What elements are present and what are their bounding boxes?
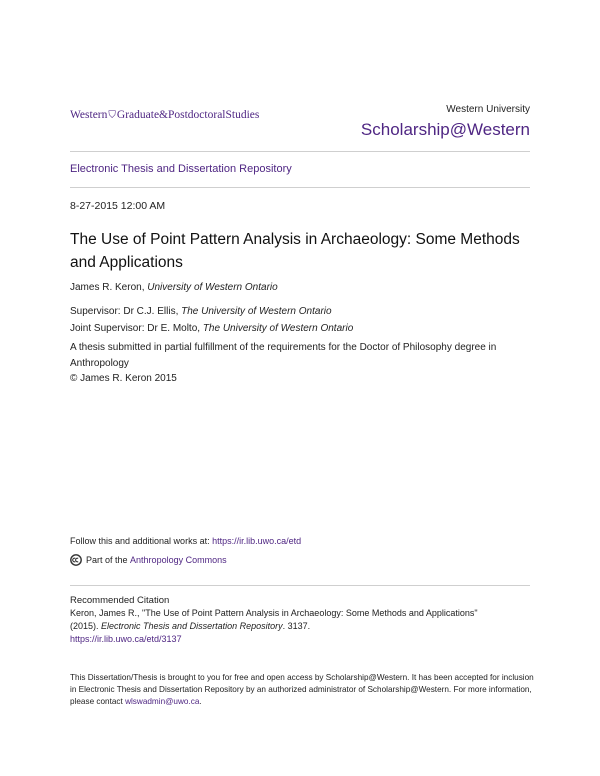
citation-link[interactable]: https://ir.lib.uwo.ca/etd/3137 bbox=[70, 634, 182, 644]
follow-text: Follow this and additional works at: bbox=[70, 536, 213, 546]
citation-divider bbox=[70, 585, 530, 586]
thesis-description: A thesis submitted in partial fulfillment of the requirements for the Doctor of Philosophy degree in Anthropology bbox=[70, 342, 497, 369]
scholarship-logo[interactable]: Scholarship@Western bbox=[360, 120, 530, 139]
citation-year: (2015). bbox=[70, 621, 102, 631]
copyright-notice: © James R. Keron 2015 bbox=[70, 373, 177, 384]
access-notice-text: This Dissertation/Thesis is brought to you for free and open access by Scholarship@Western. It has been accepted for inclusion in Electronic Thesis and Dissertation Repository by an authorized administrator of Scholarship@Western. For more information, please contact bbox=[70, 673, 534, 706]
header-divider bbox=[70, 151, 530, 152]
follow-link[interactable]: https://ir.lib.uwo.ca/etd bbox=[212, 536, 302, 546]
logo-prefix: Western bbox=[70, 109, 108, 121]
thesis-title: The Use of Point Pattern Analysis in Archaeology: Some Methods and Applications bbox=[70, 231, 520, 271]
repository-link[interactable]: Electronic Thesis and Dissertation Repository bbox=[70, 163, 292, 175]
thesis-date: 8-27-2015 12:00 AM bbox=[70, 200, 166, 212]
crest-icon: ⛉ bbox=[108, 110, 116, 121]
citation-number: . 3137. bbox=[282, 621, 311, 631]
supervisor-name: Supervisor: Dr C.J. Ellis bbox=[70, 306, 176, 317]
access-notice bbox=[70, 672, 540, 708]
joint-supervisor: Joint Supervisor: Dr E. Molto, The University of Western Ontario bbox=[70, 323, 354, 334]
logo-suffix: Graduate&PostdoctoralStudies bbox=[116, 109, 260, 121]
citation-line: Keron, James R., "The Use of Point Pattern Analysis in Archaeology: Some Methods and Applications" bbox=[70, 608, 478, 618]
joint-supervisor-name: Joint Supervisor: Dr E. Molto bbox=[70, 323, 198, 334]
citation-heading: Recommended Citation bbox=[70, 595, 170, 606]
western-graduate-logo bbox=[70, 109, 259, 121]
supervisor: Supervisor: Dr C.J. Ellis, The University of Western Ontario bbox=[70, 306, 332, 317]
citation-journal: Electronic Thesis and Dissertation Repository bbox=[101, 621, 283, 631]
author-name: James R. Keron bbox=[70, 282, 142, 293]
anthropology-commons-link[interactable]: Anthropology Commons bbox=[130, 555, 227, 565]
part-of-prefix: Part of the bbox=[86, 555, 128, 565]
citation-body bbox=[70, 607, 535, 646]
repository-divider bbox=[70, 187, 530, 188]
access-notice-end: . bbox=[199, 697, 202, 706]
creative-commons-icon bbox=[70, 554, 82, 566]
supervisor-affiliation: The University of Western Ontario bbox=[181, 306, 332, 317]
university-name: Western University bbox=[446, 104, 530, 115]
follow-line bbox=[70, 536, 301, 546]
thesis-author: James R. Keron, University of Western Ontario bbox=[70, 282, 278, 293]
joint-supervisor-affiliation: The University of Western Ontario bbox=[202, 323, 354, 334]
contact-email-link[interactable]: wlswadmin@uwo.ca bbox=[125, 697, 200, 706]
part-of-line bbox=[70, 554, 227, 566]
author-affiliation: University of Western Ontario bbox=[147, 282, 278, 293]
